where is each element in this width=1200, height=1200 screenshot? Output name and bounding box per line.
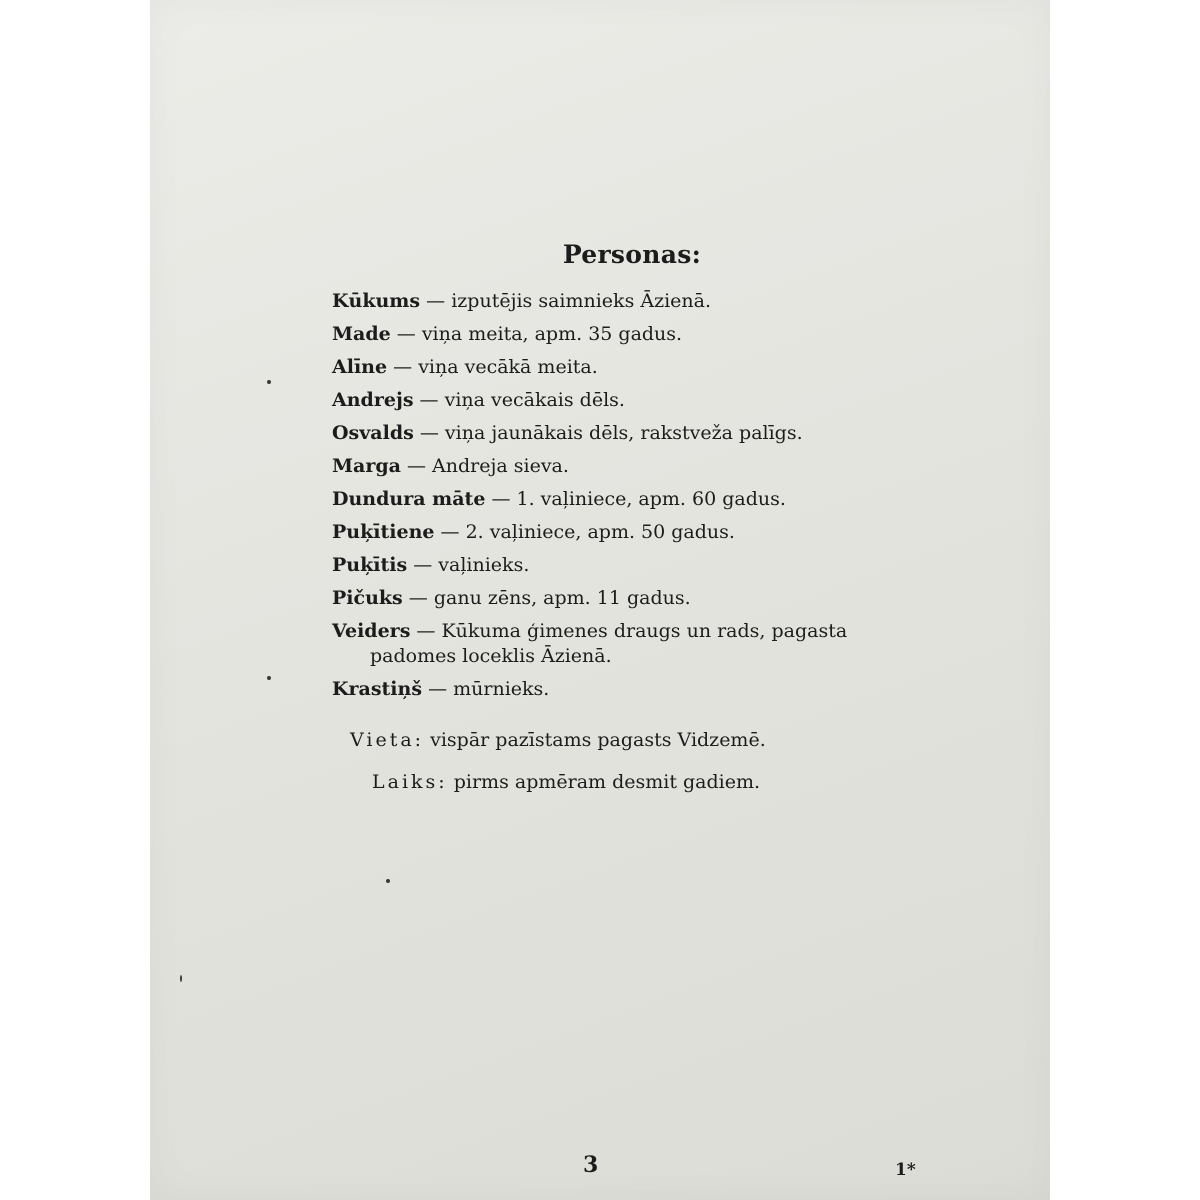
character-description: 2. vaļiniece, apm. 50 gadus.	[465, 521, 735, 543]
cast-entry	[332, 487, 932, 512]
cast-entry	[332, 677, 932, 702]
time-line	[350, 770, 932, 795]
character-name: Puķītis	[332, 554, 408, 576]
signature-mark: 1*	[895, 1160, 916, 1180]
cast-entry	[332, 355, 932, 380]
paper-speck	[386, 879, 390, 883]
dash-separator: —	[407, 554, 439, 576]
book-page	[150, 0, 1050, 1200]
cast-list	[332, 289, 932, 702]
character-name: Osvalds	[332, 422, 414, 444]
cast-entry	[332, 421, 932, 446]
dash-separator: —	[400, 455, 433, 477]
dash-separator: —	[485, 488, 517, 510]
character-description: viņa jaunākais dēls, rakstveža palīgs.	[444, 422, 803, 444]
place-label: Vieta:	[350, 729, 425, 751]
character-description: izputējis saimnieks Āzienā.	[451, 290, 712, 312]
character-description: viņa meita, apm. 35 gadus.	[421, 323, 683, 345]
cast-entry	[332, 619, 932, 669]
character-name: Pičuks	[332, 587, 403, 609]
character-description: viņa vecākais dēls.	[444, 389, 625, 411]
cast-entry	[332, 454, 932, 479]
character-name: Made	[332, 323, 391, 345]
paper-speck	[267, 380, 271, 384]
character-name: Kūkums	[332, 290, 421, 312]
character-description: viņa vecākā meita.	[418, 356, 598, 378]
character-name: Dundura māte	[332, 488, 486, 510]
cast-entry	[332, 553, 932, 578]
cast-entry	[332, 388, 932, 413]
dash-separator: —	[420, 290, 452, 312]
time-label: Laiks:	[372, 771, 448, 793]
character-name: Veiders	[332, 620, 411, 642]
place-line	[350, 728, 932, 753]
character-description: Andreja sieva.	[432, 455, 569, 477]
paper-speck	[267, 676, 271, 680]
cast-list-section	[332, 240, 932, 812]
cast-entry	[332, 586, 932, 611]
character-description: 1. vaļiniece, apm. 60 gadus.	[516, 488, 786, 510]
paper-speck	[180, 975, 182, 982]
dash-separator: —	[413, 422, 445, 444]
character-name: Puķītiene	[332, 521, 435, 543]
dash-separator: —	[390, 323, 422, 345]
character-description: Kūkuma ģimenes draugs un rads, pagasta padomes loceklis Āzienā.	[370, 620, 848, 667]
character-name: Marga	[332, 455, 401, 477]
dash-separator: —	[422, 678, 454, 700]
page-heading: Personas:	[562, 240, 702, 269]
character-name: Alīne	[332, 356, 388, 378]
cast-entry	[332, 520, 932, 545]
dash-separator: —	[402, 587, 434, 609]
time-text: pirms apmēram desmit gadiem.	[453, 771, 761, 793]
dash-separator: —	[410, 620, 442, 642]
character-name: Andrejs	[332, 389, 414, 411]
cast-entry	[332, 322, 932, 347]
page-number: 3	[583, 1152, 599, 1178]
character-description: ganu zēns, apm. 11 gadus.	[433, 587, 691, 609]
cast-entry	[332, 289, 932, 314]
place-text: vispār pazīstams pagasts Vidzemē.	[430, 729, 766, 751]
character-name: Krastiņš	[332, 678, 423, 700]
character-description: mūrnieks.	[453, 678, 550, 700]
character-description: vaļinieks.	[438, 554, 530, 576]
dash-separator: —	[413, 389, 445, 411]
dash-separator: —	[387, 356, 419, 378]
dash-separator: —	[434, 521, 466, 543]
setting-section	[332, 728, 932, 795]
